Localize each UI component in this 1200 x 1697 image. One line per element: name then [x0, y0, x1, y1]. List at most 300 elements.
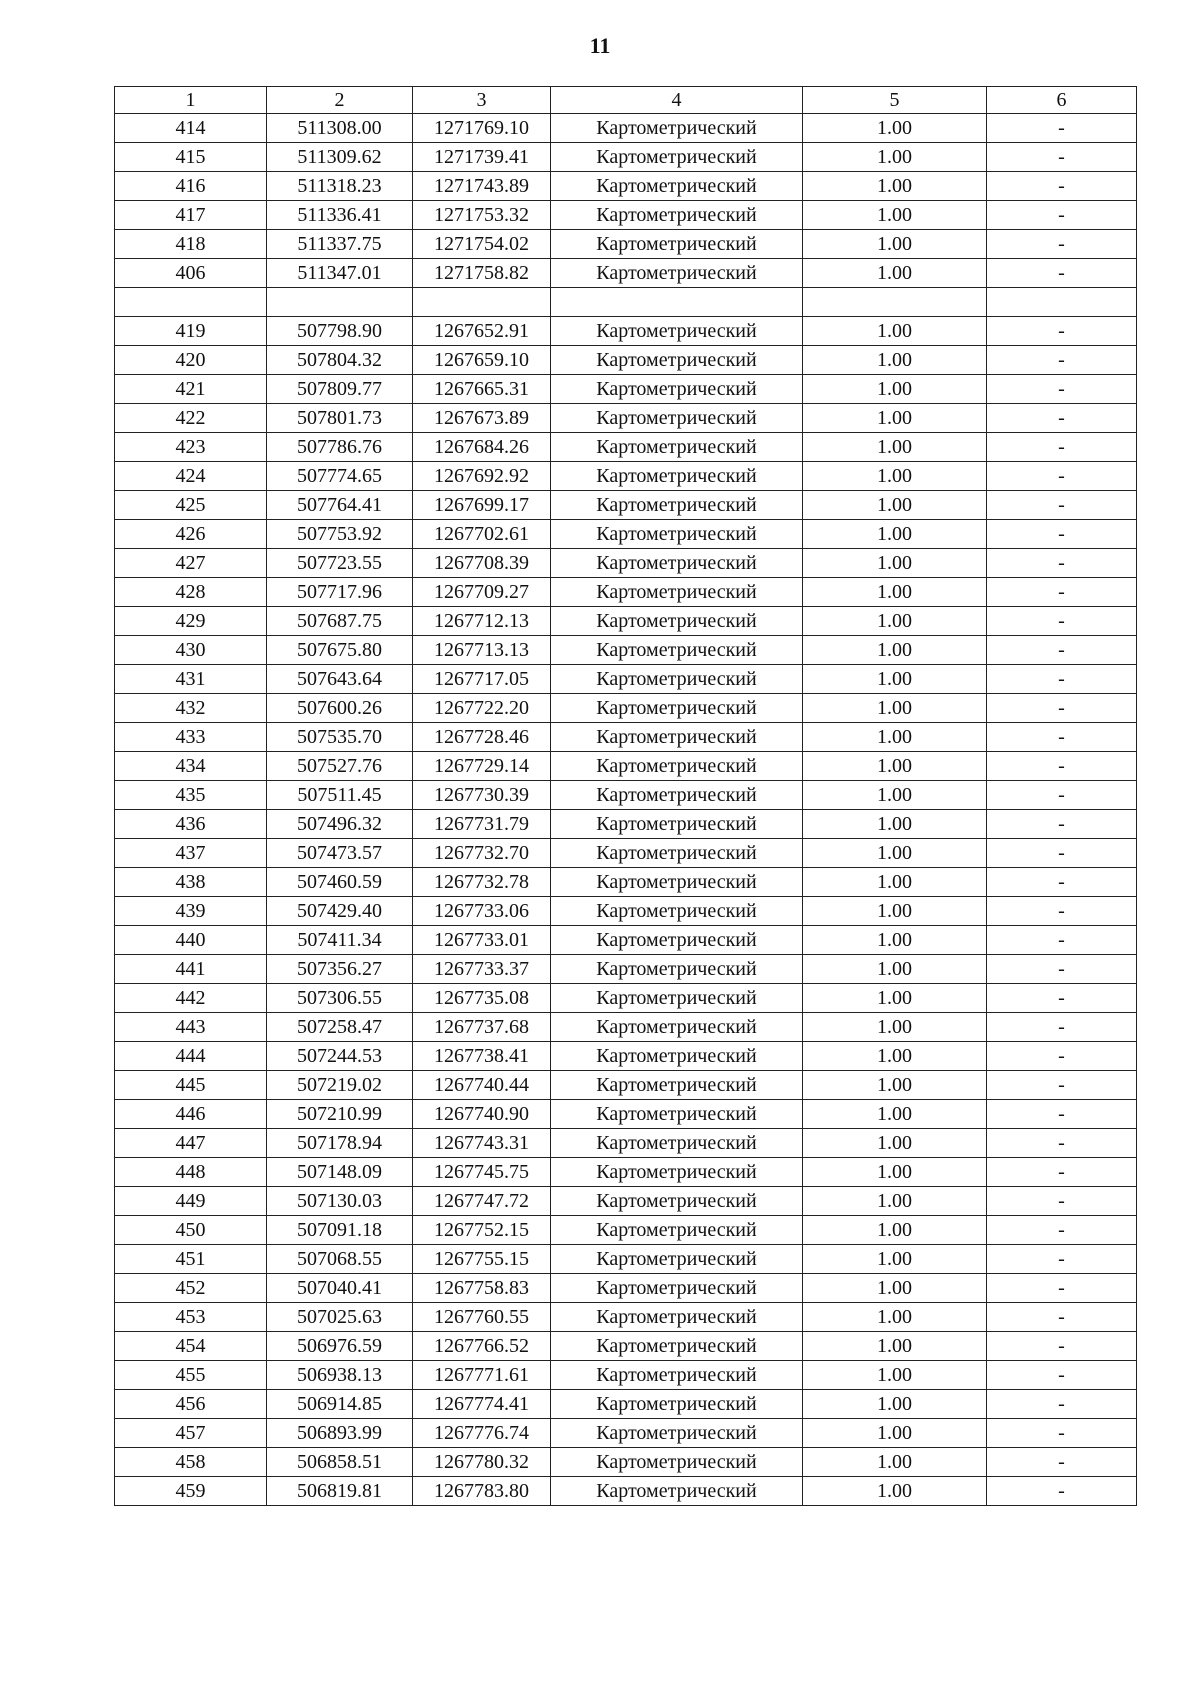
cell-method: Картометрический: [551, 810, 803, 839]
cell-y-coordinate: 1267652.91: [413, 317, 551, 346]
cell-accuracy: 1.00: [803, 781, 987, 810]
cell-point-number: 447: [115, 1129, 267, 1158]
cell-point-number: 440: [115, 926, 267, 955]
cell-y-coordinate: 1271739.41: [413, 143, 551, 172]
table-row: [115, 1303, 1137, 1332]
cell-x-coordinate: 507804.32: [267, 346, 413, 375]
table-row: [115, 868, 1137, 897]
cell-point-number: 442: [115, 984, 267, 1013]
table-header: [115, 87, 1137, 114]
table-row-separator: [115, 288, 1137, 317]
cell-description: -: [987, 1100, 1137, 1129]
cell-point-number: 448: [115, 1158, 267, 1187]
cell-method: Картометрический: [551, 1477, 803, 1506]
cell-accuracy: 1.00: [803, 607, 987, 636]
cell-y-coordinate: [413, 288, 551, 317]
cell-method: Картометрический: [551, 1013, 803, 1042]
cell-method: Картометрический: [551, 1129, 803, 1158]
cell-point-number: 427: [115, 549, 267, 578]
cell-method: Картометрический: [551, 955, 803, 984]
cell-method: Картометрический: [551, 723, 803, 752]
cell-method: Картометрический: [551, 984, 803, 1013]
cell-y-coordinate: 1267708.39: [413, 549, 551, 578]
cell-accuracy: 1.00: [803, 172, 987, 201]
cell-x-coordinate: 507643.64: [267, 665, 413, 694]
cell-method: Картометрический: [551, 1216, 803, 1245]
table-row: [115, 462, 1137, 491]
cell-x-coordinate: 511336.41: [267, 201, 413, 230]
cell-y-coordinate: 1267702.61: [413, 520, 551, 549]
cell-point-number: 439: [115, 897, 267, 926]
cell-accuracy: 1.00: [803, 201, 987, 230]
cell-accuracy: 1.00: [803, 810, 987, 839]
cell-x-coordinate: 507473.57: [267, 839, 413, 868]
table-row: [115, 1100, 1137, 1129]
table-row: [115, 1158, 1137, 1187]
cell-method: Картометрический: [551, 172, 803, 201]
cell-point-number: 438: [115, 868, 267, 897]
table-row: [115, 578, 1137, 607]
cell-y-coordinate: 1267722.20: [413, 694, 551, 723]
cell-method: Картометрический: [551, 201, 803, 230]
cell-x-coordinate: 506914.85: [267, 1390, 413, 1419]
cell-description: -: [987, 665, 1137, 694]
cell-y-coordinate: 1267738.41: [413, 1042, 551, 1071]
cell-x-coordinate: 507068.55: [267, 1245, 413, 1274]
cell-method: Картометрический: [551, 636, 803, 665]
table-row: [115, 1129, 1137, 1158]
cell-accuracy: 1.00: [803, 1129, 987, 1158]
coordinates-table: [114, 86, 1137, 1506]
column-header-description: 6: [987, 87, 1137, 114]
cell-method: Картометрический: [551, 462, 803, 491]
cell-method: Картометрический: [551, 1448, 803, 1477]
cell-point-number: 428: [115, 578, 267, 607]
cell-accuracy: 1.00: [803, 346, 987, 375]
cell-point-number: 406: [115, 259, 267, 288]
cell-accuracy: 1.00: [803, 491, 987, 520]
cell-x-coordinate: 507723.55: [267, 549, 413, 578]
cell-method: [551, 288, 803, 317]
cell-y-coordinate: 1267780.32: [413, 1448, 551, 1477]
cell-x-coordinate: 506976.59: [267, 1332, 413, 1361]
cell-description: -: [987, 317, 1137, 346]
table-row: [115, 955, 1137, 984]
cell-description: -: [987, 520, 1137, 549]
cell-description: -: [987, 984, 1137, 1013]
cell-point-number: 436: [115, 810, 267, 839]
cell-x-coordinate: 507178.94: [267, 1129, 413, 1158]
cell-description: -: [987, 607, 1137, 636]
cell-description: -: [987, 1303, 1137, 1332]
cell-y-coordinate: 1267712.13: [413, 607, 551, 636]
cell-method: Картометрический: [551, 143, 803, 172]
cell-x-coordinate: [267, 288, 413, 317]
cell-y-coordinate: 1267692.92: [413, 462, 551, 491]
cell-point-number: 424: [115, 462, 267, 491]
cell-description: -: [987, 1274, 1137, 1303]
cell-y-coordinate: 1267732.70: [413, 839, 551, 868]
cell-method: Картометрический: [551, 1361, 803, 1390]
table-row: [115, 839, 1137, 868]
table-row: [115, 1477, 1137, 1506]
cell-x-coordinate: 507809.77: [267, 375, 413, 404]
cell-x-coordinate: 511309.62: [267, 143, 413, 172]
cell-x-coordinate: 507801.73: [267, 404, 413, 433]
cell-description: -: [987, 926, 1137, 955]
cell-y-coordinate: 1267774.41: [413, 1390, 551, 1419]
cell-y-coordinate: 1267665.31: [413, 375, 551, 404]
cell-accuracy: 1.00: [803, 404, 987, 433]
column-header-accuracy: 5: [803, 87, 987, 114]
cell-point-number: [115, 288, 267, 317]
cell-method: Картометрический: [551, 752, 803, 781]
cell-method: Картометрический: [551, 1071, 803, 1100]
cell-description: -: [987, 433, 1137, 462]
cell-accuracy: 1.00: [803, 114, 987, 143]
cell-y-coordinate: 1267729.14: [413, 752, 551, 781]
table-row: [115, 259, 1137, 288]
cell-point-number: 429: [115, 607, 267, 636]
column-header-method: 4: [551, 87, 803, 114]
cell-x-coordinate: 507091.18: [267, 1216, 413, 1245]
cell-x-coordinate: 511337.75: [267, 230, 413, 259]
table-row: [115, 201, 1137, 230]
cell-accuracy: 1.00: [803, 839, 987, 868]
cell-x-coordinate: 506938.13: [267, 1361, 413, 1390]
table-row: [115, 723, 1137, 752]
cell-method: Картометрический: [551, 433, 803, 462]
cell-accuracy: 1.00: [803, 752, 987, 781]
cell-method: Картометрический: [551, 694, 803, 723]
cell-point-number: 419: [115, 317, 267, 346]
table-row: [115, 781, 1137, 810]
cell-x-coordinate: 511347.01: [267, 259, 413, 288]
cell-method: Картометрический: [551, 1303, 803, 1332]
table-row: [115, 114, 1137, 143]
cell-y-coordinate: 1267776.74: [413, 1419, 551, 1448]
column-header-x-coordinate: 2: [267, 87, 413, 114]
cell-y-coordinate: 1267755.15: [413, 1245, 551, 1274]
cell-accuracy: 1.00: [803, 1303, 987, 1332]
cell-y-coordinate: 1267758.83: [413, 1274, 551, 1303]
cell-accuracy: 1.00: [803, 955, 987, 984]
cell-description: -: [987, 1245, 1137, 1274]
table-row: [115, 1071, 1137, 1100]
cell-y-coordinate: 1267733.37: [413, 955, 551, 984]
cell-method: Картометрический: [551, 897, 803, 926]
table-row: [115, 1448, 1137, 1477]
table-body: [115, 114, 1137, 1506]
cell-x-coordinate: 507244.53: [267, 1042, 413, 1071]
cell-description: -: [987, 636, 1137, 665]
cell-accuracy: 1.00: [803, 1216, 987, 1245]
cell-accuracy: 1.00: [803, 230, 987, 259]
table-row: [115, 984, 1137, 1013]
cell-description: -: [987, 955, 1137, 984]
cell-y-coordinate: 1267745.75: [413, 1158, 551, 1187]
cell-method: Картометрический: [551, 868, 803, 897]
table-row: [115, 230, 1137, 259]
cell-accuracy: 1.00: [803, 462, 987, 491]
cell-method: Картометрический: [551, 839, 803, 868]
cell-description: -: [987, 868, 1137, 897]
table-row: [115, 636, 1137, 665]
column-header-y-coordinate: 3: [413, 87, 551, 114]
cell-x-coordinate: 507675.80: [267, 636, 413, 665]
cell-method: Картометрический: [551, 114, 803, 143]
cell-accuracy: 1.00: [803, 1071, 987, 1100]
table-row: [115, 346, 1137, 375]
cell-point-number: 441: [115, 955, 267, 984]
cell-point-number: 418: [115, 230, 267, 259]
cell-accuracy: 1.00: [803, 1100, 987, 1129]
table-row: [115, 317, 1137, 346]
table-row: [115, 1187, 1137, 1216]
cell-method: Картометрический: [551, 781, 803, 810]
cell-y-coordinate: 1267737.68: [413, 1013, 551, 1042]
cell-description: -: [987, 549, 1137, 578]
table-row: [115, 1245, 1137, 1274]
cell-y-coordinate: 1267731.79: [413, 810, 551, 839]
cell-x-coordinate: 506819.81: [267, 1477, 413, 1506]
cell-accuracy: 1.00: [803, 694, 987, 723]
cell-point-number: 431: [115, 665, 267, 694]
cell-accuracy: 1.00: [803, 433, 987, 462]
cell-description: -: [987, 897, 1137, 926]
cell-y-coordinate: 1271758.82: [413, 259, 551, 288]
cell-accuracy: 1.00: [803, 1013, 987, 1042]
cell-method: Картометрический: [551, 230, 803, 259]
cell-x-coordinate: 507496.32: [267, 810, 413, 839]
cell-x-coordinate: 511308.00: [267, 114, 413, 143]
cell-accuracy: 1.00: [803, 984, 987, 1013]
cell-point-number: 454: [115, 1332, 267, 1361]
table-row: [115, 752, 1137, 781]
cell-y-coordinate: 1271769.10: [413, 114, 551, 143]
cell-description: -: [987, 230, 1137, 259]
cell-method: Картометрический: [551, 1100, 803, 1129]
cell-x-coordinate: 507411.34: [267, 926, 413, 955]
cell-accuracy: 1.00: [803, 143, 987, 172]
table-row: [115, 1042, 1137, 1071]
cell-point-number: 434: [115, 752, 267, 781]
cell-point-number: 452: [115, 1274, 267, 1303]
cell-description: -: [987, 462, 1137, 491]
table-row: [115, 143, 1137, 172]
cell-accuracy: 1.00: [803, 578, 987, 607]
cell-y-coordinate: 1267740.90: [413, 1100, 551, 1129]
table-row: [115, 549, 1137, 578]
cell-x-coordinate: 507527.76: [267, 752, 413, 781]
cell-x-coordinate: 507717.96: [267, 578, 413, 607]
cell-accuracy: 1.00: [803, 1332, 987, 1361]
cell-point-number: 433: [115, 723, 267, 752]
table-row: [115, 1274, 1137, 1303]
cell-y-coordinate: 1267730.39: [413, 781, 551, 810]
cell-accuracy: 1.00: [803, 1477, 987, 1506]
table-row: [115, 491, 1137, 520]
cell-method: Картометрический: [551, 1332, 803, 1361]
cell-method: Картометрический: [551, 578, 803, 607]
cell-accuracy: 1.00: [803, 520, 987, 549]
cell-point-number: 459: [115, 1477, 267, 1506]
cell-y-coordinate: 1267713.13: [413, 636, 551, 665]
cell-x-coordinate: 507786.76: [267, 433, 413, 462]
cell-accuracy: 1.00: [803, 723, 987, 752]
cell-accuracy: 1.00: [803, 636, 987, 665]
table-row: [115, 520, 1137, 549]
table-row: [115, 926, 1137, 955]
cell-description: -: [987, 1477, 1137, 1506]
cell-x-coordinate: 507258.47: [267, 1013, 413, 1042]
cell-y-coordinate: 1267733.01: [413, 926, 551, 955]
cell-description: -: [987, 404, 1137, 433]
cell-point-number: 426: [115, 520, 267, 549]
cell-point-number: 456: [115, 1390, 267, 1419]
cell-description: -: [987, 1390, 1137, 1419]
cell-method: Картометрический: [551, 1419, 803, 1448]
cell-method: Картометрический: [551, 1245, 803, 1274]
cell-description: -: [987, 839, 1137, 868]
cell-accuracy: 1.00: [803, 1274, 987, 1303]
cell-description: -: [987, 1158, 1137, 1187]
cell-description: -: [987, 1013, 1137, 1042]
cell-y-coordinate: 1271743.89: [413, 172, 551, 201]
cell-description: -: [987, 114, 1137, 143]
cell-y-coordinate: 1271754.02: [413, 230, 551, 259]
cell-x-coordinate: 507764.41: [267, 491, 413, 520]
cell-point-number: 451: [115, 1245, 267, 1274]
cell-accuracy: 1.00: [803, 1361, 987, 1390]
cell-x-coordinate: 507600.26: [267, 694, 413, 723]
cell-description: [987, 288, 1137, 317]
cell-x-coordinate: 507219.02: [267, 1071, 413, 1100]
table-row: [115, 694, 1137, 723]
cell-y-coordinate: 1267733.06: [413, 897, 551, 926]
cell-method: Картометрический: [551, 1187, 803, 1216]
cell-y-coordinate: 1267673.89: [413, 404, 551, 433]
cell-point-number: 422: [115, 404, 267, 433]
table-row: [115, 810, 1137, 839]
cell-accuracy: 1.00: [803, 549, 987, 578]
cell-method: Картометрический: [551, 346, 803, 375]
cell-point-number: 457: [115, 1419, 267, 1448]
cell-point-number: 430: [115, 636, 267, 665]
cell-x-coordinate: 507535.70: [267, 723, 413, 752]
cell-description: -: [987, 172, 1137, 201]
cell-y-coordinate: 1267735.08: [413, 984, 551, 1013]
cell-description: -: [987, 375, 1137, 404]
cell-y-coordinate: 1267684.26: [413, 433, 551, 462]
cell-y-coordinate: 1267771.61: [413, 1361, 551, 1390]
cell-x-coordinate: 507130.03: [267, 1187, 413, 1216]
table-row: [115, 665, 1137, 694]
cell-description: -: [987, 259, 1137, 288]
cell-point-number: 445: [115, 1071, 267, 1100]
cell-accuracy: 1.00: [803, 868, 987, 897]
cell-description: -: [987, 201, 1137, 230]
cell-y-coordinate: 1267709.27: [413, 578, 551, 607]
table-row: [115, 1390, 1137, 1419]
cell-y-coordinate: 1267766.52: [413, 1332, 551, 1361]
cell-accuracy: 1.00: [803, 1158, 987, 1187]
cell-y-coordinate: 1267740.44: [413, 1071, 551, 1100]
cell-point-number: 437: [115, 839, 267, 868]
header-row: [115, 87, 1137, 114]
cell-accuracy: 1.00: [803, 259, 987, 288]
cell-y-coordinate: 1271753.32: [413, 201, 551, 230]
cell-x-coordinate: 506858.51: [267, 1448, 413, 1477]
cell-x-coordinate: 507025.63: [267, 1303, 413, 1332]
cell-x-coordinate: 507040.41: [267, 1274, 413, 1303]
cell-y-coordinate: 1267747.72: [413, 1187, 551, 1216]
cell-method: Картометрический: [551, 404, 803, 433]
cell-x-coordinate: 507356.27: [267, 955, 413, 984]
column-header-point-number: 1: [115, 87, 267, 114]
cell-accuracy: 1.00: [803, 897, 987, 926]
cell-point-number: 432: [115, 694, 267, 723]
cell-x-coordinate: 507753.92: [267, 520, 413, 549]
cell-point-number: 450: [115, 1216, 267, 1245]
cell-method: Картометрический: [551, 317, 803, 346]
cell-description: -: [987, 1042, 1137, 1071]
cell-y-coordinate: 1267717.05: [413, 665, 551, 694]
cell-y-coordinate: 1267699.17: [413, 491, 551, 520]
cell-description: -: [987, 1187, 1137, 1216]
cell-description: -: [987, 781, 1137, 810]
cell-point-number: 425: [115, 491, 267, 520]
cell-point-number: 420: [115, 346, 267, 375]
cell-y-coordinate: 1267743.31: [413, 1129, 551, 1158]
cell-x-coordinate: 507148.09: [267, 1158, 413, 1187]
cell-description: -: [987, 1361, 1137, 1390]
cell-x-coordinate: 507210.99: [267, 1100, 413, 1129]
cell-description: -: [987, 1129, 1137, 1158]
cell-method: Картометрический: [551, 520, 803, 549]
cell-method: Картометрический: [551, 259, 803, 288]
table-row: [115, 433, 1137, 462]
cell-description: -: [987, 694, 1137, 723]
cell-accuracy: 1.00: [803, 317, 987, 346]
cell-x-coordinate: 507687.75: [267, 607, 413, 636]
cell-method: Картометрический: [551, 926, 803, 955]
cell-point-number: 417: [115, 201, 267, 230]
cell-description: -: [987, 491, 1137, 520]
cell-method: Картометрический: [551, 1158, 803, 1187]
cell-point-number: 435: [115, 781, 267, 810]
table-row: [115, 1332, 1137, 1361]
cell-x-coordinate: 507429.40: [267, 897, 413, 926]
table-row: [115, 1419, 1137, 1448]
cell-point-number: 423: [115, 433, 267, 462]
cell-point-number: 444: [115, 1042, 267, 1071]
cell-y-coordinate: 1267659.10: [413, 346, 551, 375]
cell-accuracy: 1.00: [803, 1245, 987, 1274]
cell-accuracy: 1.00: [803, 1042, 987, 1071]
cell-point-number: 453: [115, 1303, 267, 1332]
cell-description: -: [987, 1419, 1137, 1448]
cell-x-coordinate: 506893.99: [267, 1419, 413, 1448]
cell-method: Картометрический: [551, 1042, 803, 1071]
cell-point-number: 415: [115, 143, 267, 172]
cell-description: -: [987, 578, 1137, 607]
cell-accuracy: 1.00: [803, 1419, 987, 1448]
cell-accuracy: 1.00: [803, 1390, 987, 1419]
cell-description: -: [987, 723, 1137, 752]
cell-y-coordinate: 1267760.55: [413, 1303, 551, 1332]
cell-x-coordinate: 507798.90: [267, 317, 413, 346]
